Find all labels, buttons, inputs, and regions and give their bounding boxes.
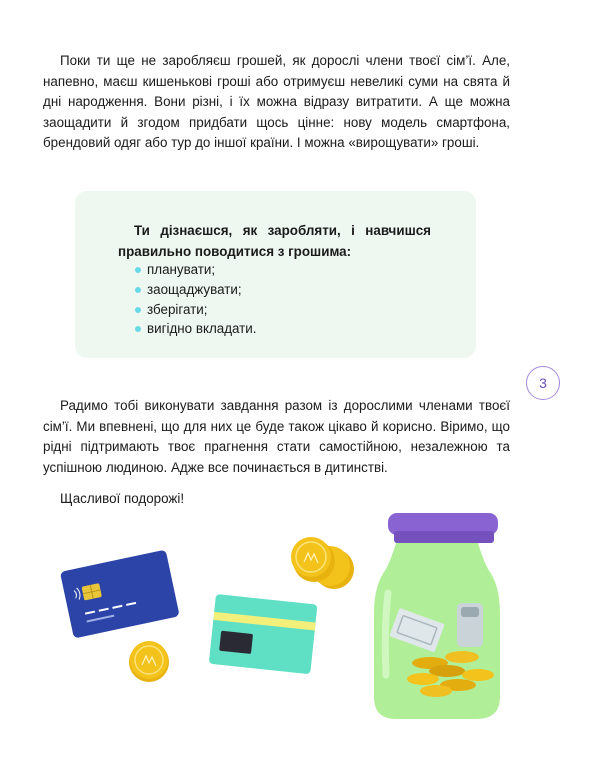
money-jar-icon xyxy=(374,513,500,719)
bank-card-icon xyxy=(60,550,180,639)
goal-item xyxy=(118,300,257,320)
goal-item-text: вигідно вкладати. xyxy=(147,321,257,337)
discount-card-icon xyxy=(209,594,318,674)
bullet-icon xyxy=(135,326,141,332)
intro-paragraph: Поки ти ще не заробляєш грошей, як дорослі члени твоєї сім’ї. Але, напевно, маєш кишенькові гроші або отримуєш невеликі суми на свята й дні народження. Вони різні, і їх можна відразу витратити. А ще можна заощадити й згодом придбати щось цінне: нову модель смартфона, брендовий одяг або тур до іншої країни. І можна «вирощувати» гроші. xyxy=(43,53,510,151)
page-number: 3 xyxy=(526,366,560,400)
goal-item xyxy=(118,319,257,339)
goal-item-text: заощаджувати; xyxy=(147,281,242,297)
goals-list xyxy=(118,260,257,339)
coin-icon xyxy=(291,537,354,589)
goal-item-text: зберігати; xyxy=(147,301,208,317)
money-illustration xyxy=(0,505,595,765)
goals-heading: Ти дізнаєшся, як заробляти, і навчишся правильно поводитися з грошима: xyxy=(118,223,431,259)
coin-icon xyxy=(129,641,169,682)
bullet-icon xyxy=(135,307,141,313)
farewell-text: Щасливої подорожі! xyxy=(60,491,185,506)
wish-paragraph: Радимо тобі виконувати завдання разом із дорослими членами твоєї сім’ї. Ми впевнені, що для них це буде також цікаво й корисно. Віримо, що рідні підтримають твоє прагнення стати самостійною, незалежною та успішною людиною. Адже все починається в дитинстві. xyxy=(43,398,510,475)
bullet-icon xyxy=(135,267,141,273)
goal-item-text: планувати; xyxy=(147,262,216,277)
bullet-icon xyxy=(135,287,141,293)
goal-item xyxy=(118,260,257,280)
goal-item xyxy=(118,280,257,300)
